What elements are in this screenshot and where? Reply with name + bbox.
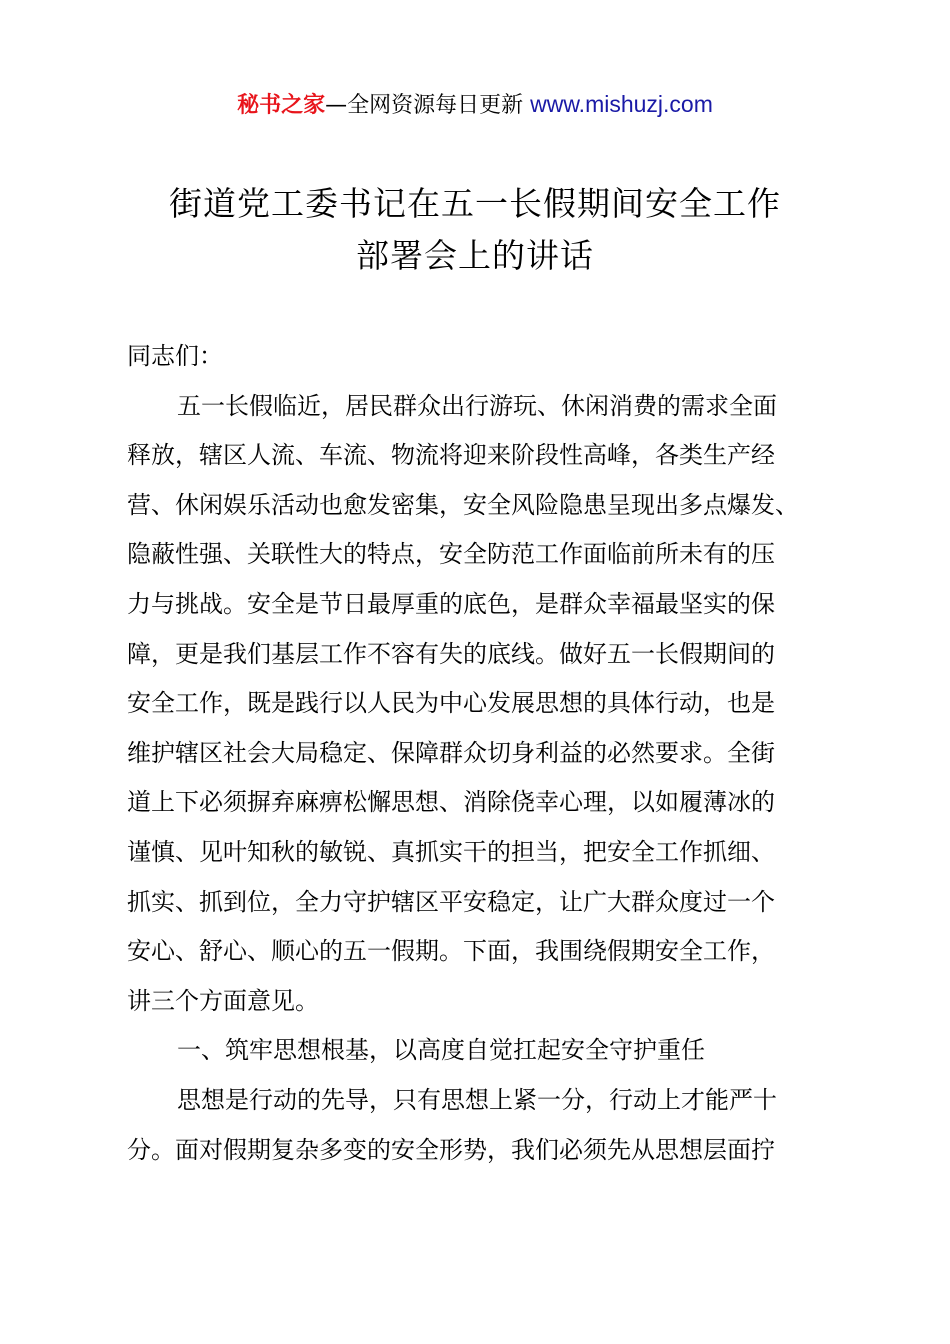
document-body: [127, 332, 837, 1175]
paragraph-line: 思想是行动的先导，只有思想上紧一分，行动上才能严十: [177, 1085, 777, 1114]
paragraph-line: 隐蔽性强、关联性大的特点，安全防范工作面临前所未有的压: [127, 540, 775, 569]
paragraph-line: 道上下必须摒弃麻痹松懈思想、消除侥幸心理，以如履薄冰的: [127, 788, 775, 817]
paragraph-line: 谨慎、见叶知秋的敏锐、真抓实干的担当，把安全工作抓细、: [127, 837, 775, 866]
paragraph-line: 分。面对假期复杂多变的安全形势，我们必须先从思想层面拧: [127, 1135, 775, 1164]
paragraph-line: 维护辖区社会大局稳定、保障群众切身利益的必然要求。全街: [127, 738, 775, 767]
brand-name: 秘书之家: [237, 93, 326, 118]
paragraph-line: 障，更是我们基层工作不容有失的底线。做好五一长假期间的: [127, 639, 775, 668]
paragraph-line: 安全工作，既是践行以人民为中心发展思想的具体行动，也是: [127, 689, 775, 718]
header-tagline: —全网资源每日更新: [325, 93, 531, 118]
title-line-2: 部署会上的讲话: [356, 236, 594, 275]
paragraph-line: 释放，辖区人流、车流、物流将迎来阶段性高峰，各类生产经: [127, 441, 775, 470]
paragraph-line: 五一长假临近，居民群众出行游玩、休闲消费的需求全面: [177, 391, 777, 420]
paragraph-line: 抓实、抓到位，全力守护辖区平安稳定，让广大群众度过一个: [127, 887, 775, 916]
paragraph-line: 力与挑战。安全是节日最厚重的底色，是群众幸福最坚实的保: [127, 589, 775, 618]
title-line-1: 街道党工委书记在五一长假期间安全工作: [169, 184, 781, 223]
document-title: [60, 178, 890, 282]
site-url-link[interactable]: www.mishuzj.com: [530, 91, 713, 117]
paragraph-line: 营、休闲娱乐活动也愈发密集，安全风险隐患呈现出多点爆发、: [127, 490, 799, 519]
section-1-heading: 一、筑牢思想根基，以高度自觉扛起安全守护重任: [177, 1036, 705, 1065]
salutation: 同志们：: [127, 342, 223, 370]
site-header: [0, 88, 950, 122]
paragraph-line: 讲三个方面意见。: [127, 986, 319, 1015]
paragraph-line: 安心、舒心、顺心的五一假期。下面，我围绕假期安全工作，: [127, 937, 775, 966]
